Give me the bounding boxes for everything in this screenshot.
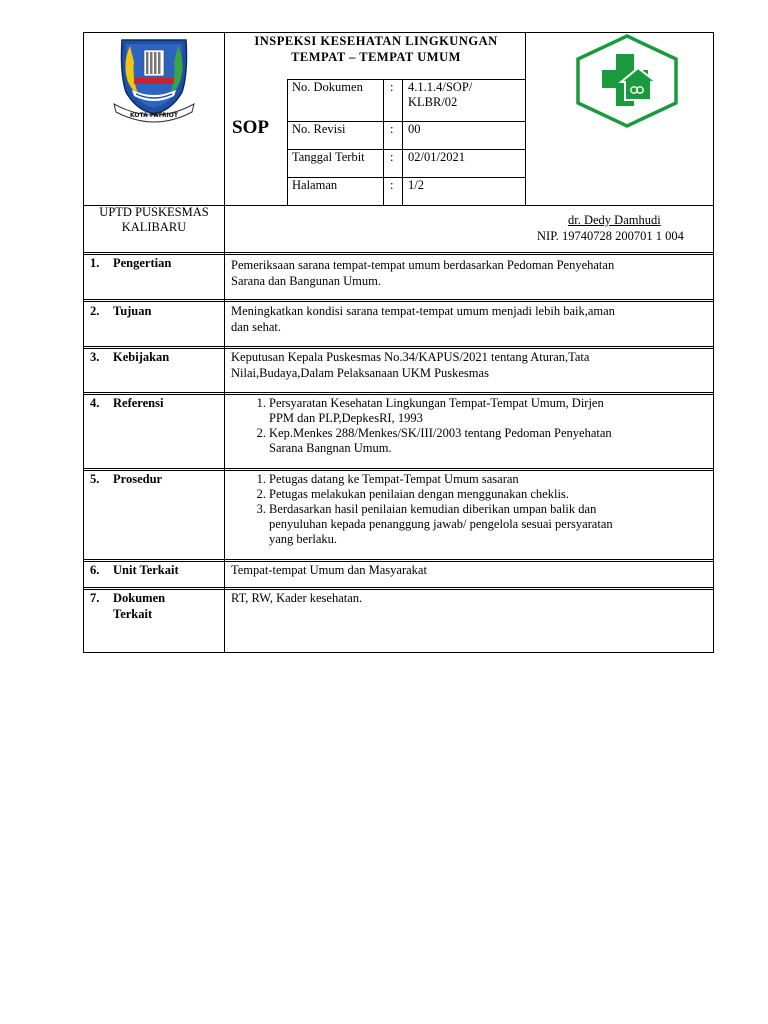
doc-title-line2: TEMPAT – TEMPAT UMUM bbox=[291, 50, 461, 64]
field-label-revision: No. Revisi bbox=[292, 122, 346, 136]
list-item: 1. Persyaratan Kesehatan Lingkungan Tempat-Tempat Umum, Dirjen PPM dan PLP,DepkesRI, 1993 bbox=[256, 396, 604, 425]
header-top-border bbox=[83, 32, 714, 33]
doc-title-line1: INSPEKSI KESEHATAN LINGKUNGAN bbox=[254, 34, 498, 48]
section-sep bbox=[83, 394, 714, 395]
org-name-line1: UPTD PUSKESMAS bbox=[99, 205, 209, 219]
section-number: 1. bbox=[90, 256, 100, 270]
section-sep bbox=[83, 346, 714, 347]
field-sep: : bbox=[390, 122, 394, 136]
section-sep bbox=[83, 348, 714, 349]
section-text: Sarana dan Bangunan Umum. bbox=[231, 274, 381, 288]
list-item: 2. Kep.Menkes 288/Menkes/SK/III/2003 tentang Pedoman Penyehatan Sarana Bangnan Umum. bbox=[256, 426, 612, 455]
svg-text:KOTA PATRIOT: KOTA PATRIOT bbox=[129, 112, 179, 119]
section-text: Pemeriksaan sarana tempat-tempat umum berdasarkan Pedoman Penyehatan bbox=[231, 258, 615, 272]
field-value-revision: 00 bbox=[408, 122, 421, 136]
section-sep bbox=[83, 299, 714, 300]
section-sep bbox=[83, 559, 714, 560]
reference-list bbox=[244, 396, 612, 456]
section-text: RT, RW, Kader kesehatan. bbox=[231, 591, 363, 605]
sop-label: SOP bbox=[232, 117, 269, 138]
org-row-bottom-line bbox=[83, 252, 714, 253]
section-text: dan sehat. bbox=[231, 320, 281, 334]
section-title-prosedur: Prosedur bbox=[113, 472, 163, 486]
section-title-pengertian: Pengertian bbox=[113, 256, 172, 270]
section-sep bbox=[83, 301, 714, 302]
field-label-doc-number: No. Dokumen bbox=[292, 80, 363, 94]
field-sep: : bbox=[390, 80, 394, 94]
section-title-dokumen: Dokumen bbox=[113, 591, 166, 605]
meta-sep-divider bbox=[402, 79, 403, 205]
section-number: 5. bbox=[90, 472, 100, 486]
field-value-issue-date: 02/01/2021 bbox=[408, 150, 465, 164]
section-sep bbox=[83, 392, 714, 393]
meta-left-line bbox=[287, 79, 288, 205]
org-name-line2: KALIBARU bbox=[121, 220, 187, 234]
field-value-page: 1/2 bbox=[408, 178, 424, 192]
section-sep bbox=[83, 254, 714, 255]
procedure-list bbox=[244, 472, 613, 547]
section-sep bbox=[83, 468, 714, 469]
field-sep: : bbox=[390, 178, 394, 192]
section-sep bbox=[83, 587, 714, 588]
section-number: 6. bbox=[90, 563, 100, 577]
section-text: Tempat-tempat Umum dan Masyarakat bbox=[231, 563, 427, 577]
section-number: 7. bbox=[90, 591, 100, 605]
puskesmas-logo bbox=[573, 34, 681, 128]
section-text: Nilai,Budaya,Dalam Pelaksanaan UKM Puskesmas bbox=[231, 366, 489, 380]
section-number: 3. bbox=[90, 350, 100, 364]
section-sep bbox=[83, 589, 714, 590]
section-text: Keputusan Kepala Puskesmas No.34/KAPUS/2021 tentang Aturan,Tata bbox=[231, 350, 590, 364]
field-value-doc-number-2: KLBR/02 bbox=[408, 95, 458, 109]
section-title-unit-terkait: Unit Terkait bbox=[113, 563, 179, 577]
signer-nip: NIP. 19740728 200701 1 004 bbox=[537, 229, 684, 243]
field-label-issue-date: Tanggal Terbit bbox=[292, 150, 365, 164]
section-text: Meningkatkan kondisi sarana tempat-tempat umum menjadi lebih baik,aman bbox=[231, 304, 615, 318]
kota-bekasi-emblem bbox=[108, 34, 200, 124]
field-sep: : bbox=[390, 150, 394, 164]
field-value-doc-number: 4.1.1.4/SOP/ bbox=[408, 80, 473, 94]
section-title-referensi: Referensi bbox=[113, 396, 164, 410]
field-label-page: Halaman bbox=[292, 178, 338, 192]
section-title-dokumen-2: Terkait bbox=[113, 607, 153, 621]
section-number: 2. bbox=[90, 304, 100, 318]
section-title-tujuan: Tujuan bbox=[113, 304, 152, 318]
table-bottom-border bbox=[83, 652, 714, 653]
list-item: 2. Petugas melakukan penilaian dengan menggunakan cheklis. bbox=[256, 487, 569, 501]
signer-name: dr. Dedy Damhudi bbox=[568, 213, 661, 227]
meta-label-divider bbox=[383, 79, 384, 205]
section-number: 4. bbox=[90, 396, 100, 410]
section-title-kebijakan: Kebijakan bbox=[113, 350, 170, 364]
list-item: 1. Petugas datang ke Tempat-Tempat Umum sasaran bbox=[256, 472, 519, 486]
list-item: 3. Berdasarkan hasil penilaian kemudian diberikan umpan balik dan penyuluhan kepada penanggung jawab/ pengelola sesuai persyaratan yang berlaku. bbox=[256, 502, 613, 546]
section-sep bbox=[83, 561, 714, 562]
section-sep bbox=[83, 470, 714, 471]
